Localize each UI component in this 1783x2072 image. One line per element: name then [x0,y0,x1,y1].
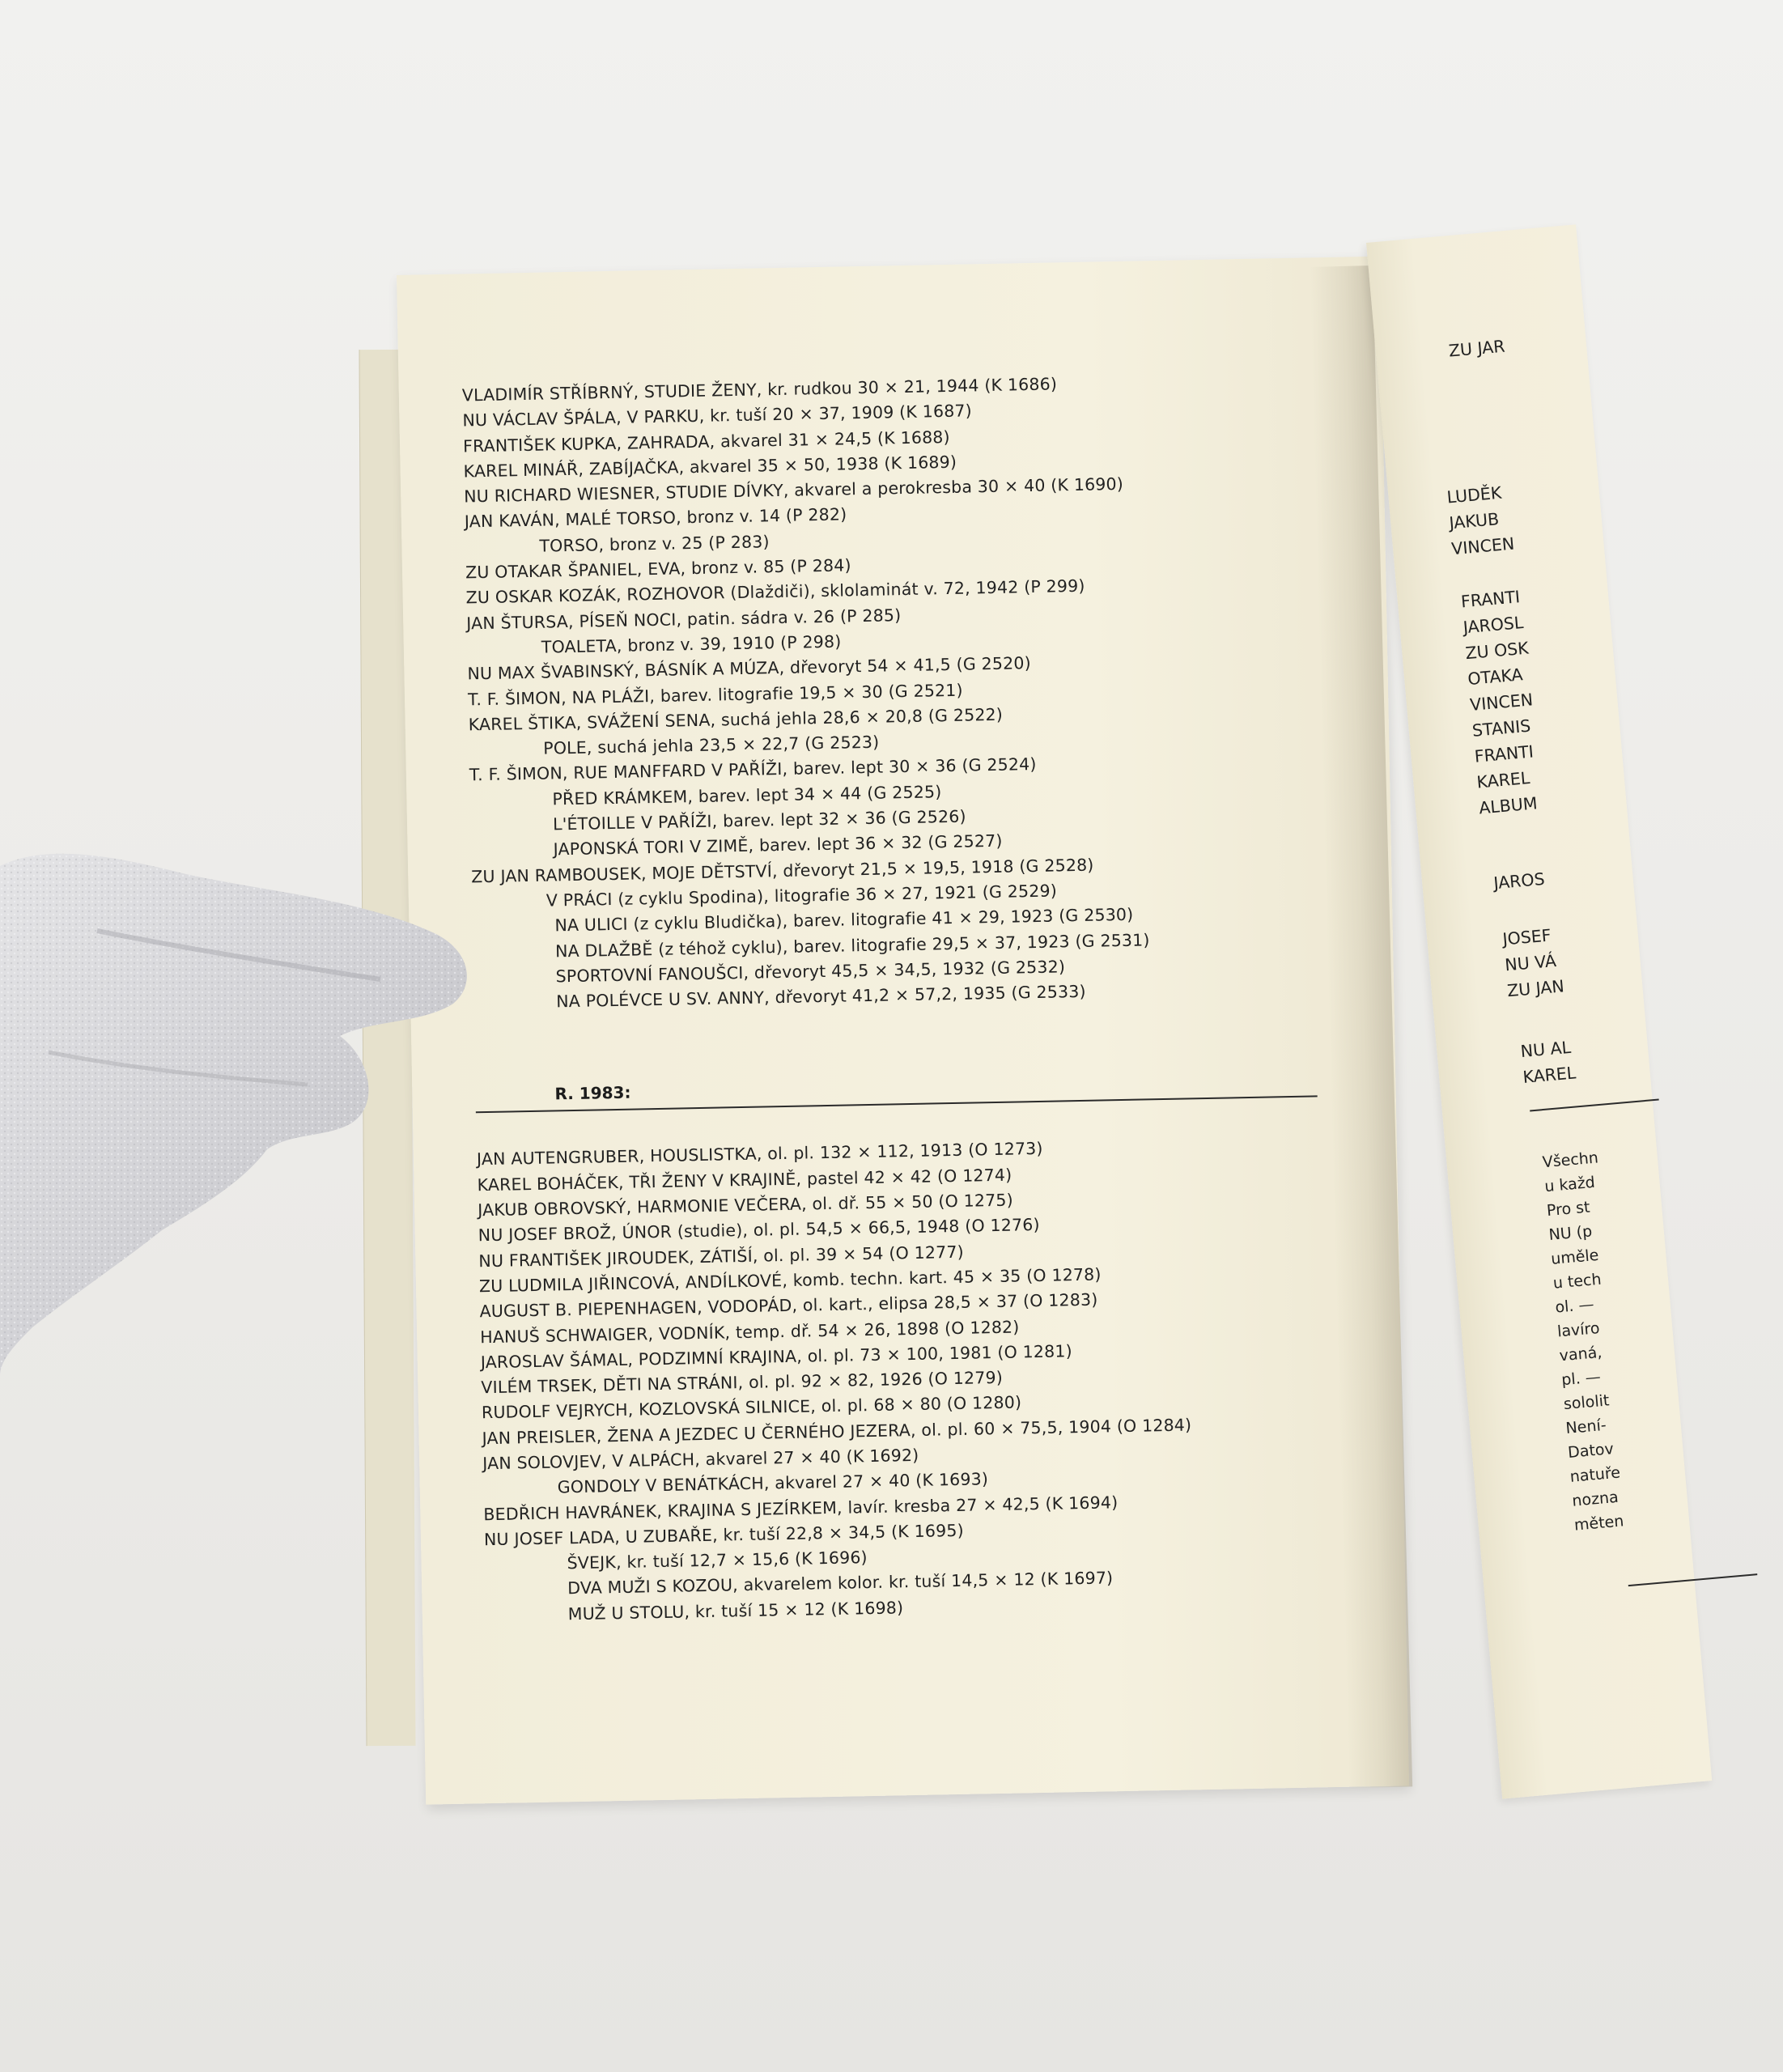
catalog-entry: ZU OSKAR KOZÁK, ROZHOVOR (Dlaždiči), sklolaminát v. 72, 1942 (P 299) [465,576,1085,608]
right-note-fragment: lavíro [1556,1319,1601,1341]
catalog-entry: TOALETA, bronz v. 39, 1910 (P 298) [541,631,842,657]
right-fragment-line: NU AL [1519,1037,1572,1062]
catalog-entry: RUDOLF VEJRYCH, KOZLOVSKÁ SILNICE, ol. pl. 68 × 80 (O 1280) [481,1392,1022,1423]
catalog-entries-1983 [477,1131,1376,1629]
right-note-fragment: NU (p [1547,1222,1594,1244]
right-note-fragment: měten [1573,1512,1625,1535]
right-rule-2 [1628,1573,1758,1586]
catalog-entry: VLADIMÍR STŘÍBRNÝ, STUDIE ŽENY, kr. rudkou 30 × 21, 1944 (K 1686) [461,374,1058,405]
right-fragment-line: STANIS [1471,715,1532,741]
catalog-entry: V PRÁCI (z cyklu Spodina), litografie 36 × 27, 1921 (G 2529) [546,881,1058,911]
catalog-entry: KAREL MINÁŘ, ZABÍJAČKA, akvarel 35 × 50, 1938 (K 1689) [463,452,957,482]
right-fragment-line: VINCEN [1469,690,1535,715]
catalog-entry: NU VÁCLAV ŠPÁLA, V PARKU, kr. tuší 20 × 37, 1909 (K 1687) [462,401,973,431]
catalog-entry: VILÉM TRSEK, DĚTI NA STRÁNI, ol. pl. 92 × 82, 1926 (O 1279) [481,1367,1004,1398]
right-fragment-line: JOSEF [1501,925,1552,949]
right-fragment-line: FRANTI [1460,587,1522,612]
right-note-fragment: sololit [1563,1391,1611,1414]
catalog-list [462,366,1376,1628]
catalog-entry: NA DLAŽBĚ (z téhož cyklu), barev. litografie 29,5 × 37, 1923 (G 2531) [554,929,1150,961]
right-page [1366,224,1712,1798]
catalog-entry: NA POLÉVCE U SV. ANNY, dřevoryt 41,2 × 57,2, 1935 (G 2533) [556,981,1086,1012]
catalog-entry: MUŽ U STOLU, kr. tuší 15 × 12 (K 1698) [567,1598,904,1624]
right-fragment-line: OTAKA [1467,664,1524,690]
catalog-entries-earlier [462,366,1365,1016]
right-note-fragment: uměle [1550,1246,1600,1268]
section-heading-1983: R. 1983: [554,1083,631,1104]
catalog-entry: JAN ŠTURSA, PÍSEŇ NOCI, patin. sádra v. 26 (P 285) [466,605,902,634]
right-fragment-line: VINCEN [1450,533,1516,559]
catalog-entry: NU JOSEF LADA, U ZUBAŘE, kr. tuší 22,8 × 34,5 (K 1695) [483,1520,965,1550]
right-note-fragment: u každ [1543,1173,1596,1196]
catalog-entry: JAN SOLOVJEV, V ALPÁCH, akvarel 27 × 40 (K 1692) [482,1445,919,1474]
catalog-entry: L'ÉTOILLE V PAŘÍŽI, barev. lept 32 × 36 (G 2526) [552,806,966,834]
catalog-entry: T. F. ŠIMON, NA PLÁŽI, barev. litografie 19,5 × 30 (G 2521) [467,680,963,709]
catalog-entry: ZU OTAKAR ŠPANIEL, EVA, bronz v. 85 (P 284) [465,555,851,583]
right-note-fragment: natuře [1569,1463,1621,1486]
right-top-line: ZU JAR [1447,336,1506,361]
right-note-fragment: pl. — [1560,1368,1602,1390]
catalog-entry: JAN KAVÁN, MALÉ TORSO, bronz v. 14 (P 282) [464,504,847,532]
catalog-entry: TORSO, bronz v. 25 (P 283) [539,532,770,556]
catalog-entry: NU RICHARD WIESNER, STUDIE DÍVKY, akvarel a perokresba 30 × 40 (K 1690) [464,473,1124,507]
catalog-entry: AUGUST B. PIEPENHAGEN, VODOPÁD, ol. kart., elipsa 28,5 × 37 (O 1283) [479,1289,1098,1322]
right-note-fragment: ol. — [1554,1295,1595,1317]
catalog-entry: T. F. ŠIMON, RUE MANFFARD V PAŘÍŽI, barev. lept 30 × 36 (G 2524) [469,754,1037,785]
catalog-entry: JAN PREISLER, ŽENA A JEZDEC U ČERNÉHO JEZERA, ol. pl. 60 × 75,5, 1904 (O 1284) [482,1415,1192,1448]
right-fragment-line: FRANTI [1473,741,1535,766]
right-note-fragment: Není- [1564,1416,1607,1438]
catalog-entry: ZU JAN RAMBOUSEK, MOJE DĚTSTVÍ, dřevoryt 21,5 × 19,5, 1918 (G 2528) [471,855,1094,887]
left-page [397,257,1409,1805]
catalog-entry: FRANTIŠEK KUPKA, ZAHRADA, akvarel 31 × 24,5 (K 1688) [462,427,950,456]
catalog-entry: NA ULICI (z cyklu Bludička), barev. litografie 41 × 29, 1923 (G 2530) [554,904,1134,936]
right-rule-1 [1530,1099,1659,1112]
right-fragment-line: JAROSL [1462,612,1525,638]
right-fragment-line: ZU JAN [1506,976,1565,1001]
right-fragment-line: KAREL [1475,767,1531,792]
catalog-entry: SPORTOVNÍ FANOUŠCI, dřevoryt 45,5 × 34,5, 1932 (G 2532) [555,957,1066,987]
catalog-entry: KAREL ŠTIKA, SVÁŽENÍ SENA, suchá jehla 28,6 × 20,8 (G 2522) [468,704,1004,735]
right-fragment-line: JAKUB [1448,509,1501,533]
right-note-fragment: Pro st [1546,1198,1591,1221]
catalog-entry: HANUŠ SCHWAIGER, VODNÍK, temp. dř. 54 × 26, 1898 (O 1282) [479,1316,1020,1347]
right-fragment-line: NU VÁ [1504,950,1557,975]
catalog-entry: JAPONSKÁ TORI V ZIMĚ, barev. lept 36 × 32 (G 2527) [553,831,1003,860]
catalog-entry: KAREL BOHÁČEK, TŘI ŽENY V KRAJINĚ, pastel 42 × 42 (O 1274) [477,1165,1012,1195]
right-fragment-line: KAREL [1522,1063,1577,1088]
catalog-entry: ZU LUDMILA JIŘINCOVÁ, ANDÍLKOVÉ, komb. techn. kart. 45 × 35 (O 1278) [478,1264,1102,1297]
right-fragment-line: LUDĚK [1446,482,1503,507]
catalog-entry: POLE, suchá jehla 23,5 × 22,7 (G 2523) [543,732,880,758]
catalog-entry: JAN AUTENGRUBER, HOUSLISTKA, ol. pl. 132 × 112, 1913 (O 1273) [476,1139,1043,1170]
catalog-entry: JAKUB OBROVSKÝ, HARMONIE VEČERA, ol. dř. 55 × 50 (O 1275) [477,1190,1014,1221]
catalog-entry: GONDOLY V BENÁTKÁCH, akvarel 27 × 40 (K 1693) [557,1469,989,1497]
right-fragment-line: ALBUM [1478,793,1539,818]
right-fragment-line: ZU OSK [1464,638,1530,664]
catalog-entry: NU MAX ŠVABINSKÝ, BÁSNÍK A MÚZA, dřevoryt 54 × 41,5 (G 2520) [467,653,1032,684]
catalog-entry: PŘED KRÁMKEM, barev. lept 34 × 44 (G 2525) [552,781,942,809]
catalog-entry: JAROSLAV ŠÁMAL, PODZIMNÍ KRAJINA, ol. pl. 73 × 100, 1981 (O 1281) [480,1341,1073,1373]
catalog-entry: BEDŘICH HAVRÁNEK, KRAJINA S JEZÍRKEM, lavír. kresba 27 × 42,5 (K 1694) [483,1492,1119,1524]
right-note-fragment: Datov [1567,1440,1615,1462]
right-note-fragment: nozna [1571,1488,1620,1510]
right-note-fragment: u tech [1552,1270,1603,1293]
catalog-entry: NU JOSEF BROŽ, ÚNOR (studie), ol. pl. 54,5 × 66,5, 1948 (O 1276) [478,1215,1040,1246]
right-note-fragment: Všechn [1541,1149,1599,1172]
right-fragment-line: JAROS [1492,868,1546,894]
right-page-text [1405,219,1647,1535]
gloved-hand [0,842,486,1465]
catalog-entry: ŠVEJK, kr. tuší 12,7 × 15,6 (K 1696) [567,1548,868,1573]
catalog-entry: DVA MUŽI S KOZOU, akvarelem kolor. kr. tuší 14,5 × 12 (K 1697) [567,1568,1114,1599]
right-note-fragment: vaná, [1558,1343,1603,1365]
catalog-entry: NU FRANTIŠEK JIROUDEK, ZÁTIŠÍ, ol. pl. 39 × 54 (O 1277) [478,1242,964,1271]
